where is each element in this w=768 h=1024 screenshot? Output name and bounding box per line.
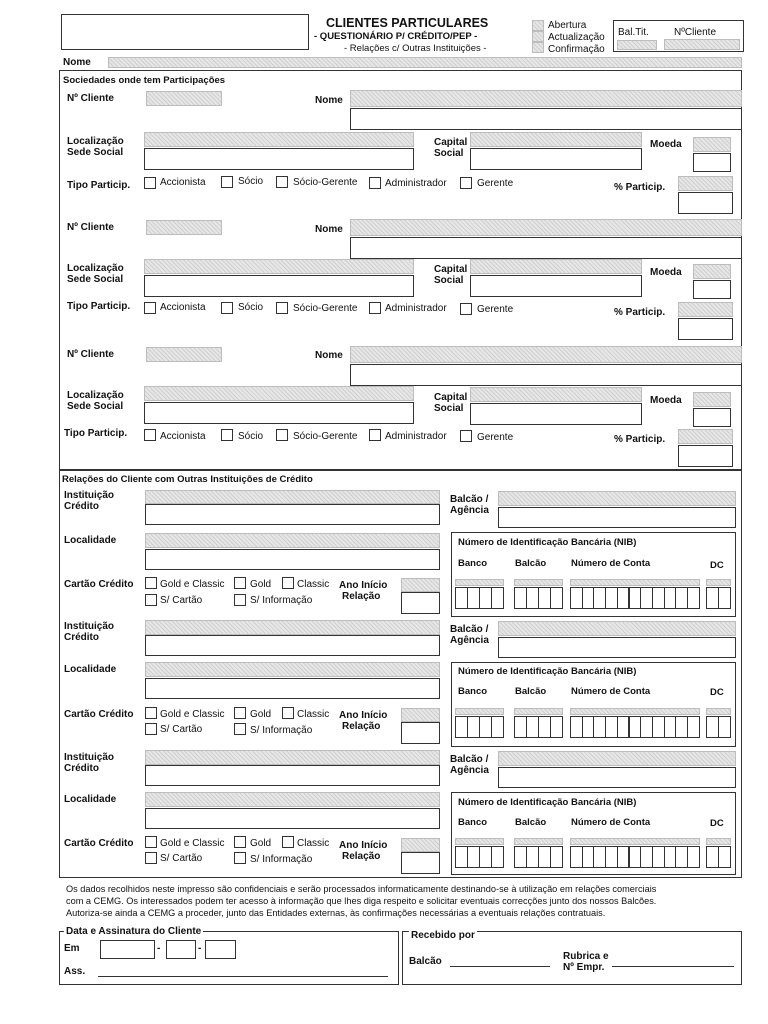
nib-dc-label: DC xyxy=(710,818,724,829)
type-socio-label: Sócio xyxy=(238,302,264,313)
type-accionista-label: Accionista xyxy=(160,177,206,188)
nib-bank-label: Banco xyxy=(458,558,488,569)
type-administrador-label: Administrador xyxy=(385,178,447,189)
nib-bank-label: Banco xyxy=(458,686,488,697)
company-name-input[interactable] xyxy=(350,364,742,386)
capital-input-top[interactable] xyxy=(470,387,642,402)
nib-account-label: Número de Conta xyxy=(571,817,651,828)
capital-label-2: Social xyxy=(434,275,464,286)
status-label-abertura: Abertura xyxy=(548,20,587,31)
rubrica-label-2: Nº Empr. xyxy=(563,962,605,973)
start-year-input[interactable] xyxy=(401,852,440,874)
type-label: Tipo Particip. xyxy=(67,301,131,312)
nib-digit-box[interactable] xyxy=(550,716,563,738)
card-no-card-label: S/ Cartão xyxy=(160,853,203,864)
nib-digit-box[interactable] xyxy=(718,716,731,738)
nib-group-shade xyxy=(455,708,504,715)
nib-group-shade xyxy=(514,838,563,845)
nib-digit-box[interactable] xyxy=(687,587,700,609)
type-socio-gerente-label: Sócio-Gerente xyxy=(293,177,358,188)
type-gerente-label: Gerente xyxy=(477,304,514,315)
capital-label: Capital xyxy=(434,137,468,148)
nib-group-shade xyxy=(706,838,731,845)
type-administrador-label: Administrador xyxy=(385,431,447,442)
capital-input-top[interactable] xyxy=(470,132,642,147)
nib-digit-box[interactable] xyxy=(491,846,504,868)
branch-label-2: Agência xyxy=(450,765,489,776)
card-gold-classic-checkbox[interactable] xyxy=(145,577,157,589)
type-socio-gerente-label: Sócio-Gerente xyxy=(293,431,358,442)
status-label-actualizacao: Actualização xyxy=(548,32,605,43)
date-dash-2: - xyxy=(198,943,202,954)
nib-dc-label: DC xyxy=(710,687,724,698)
nib-title: Número de Identificação Bancária (NIB) xyxy=(458,537,637,548)
form-subtitle-2: - Relações c/ Outras Instituições - xyxy=(344,43,487,54)
card-classic-checkbox[interactable] xyxy=(282,577,294,589)
nib-group-shade xyxy=(570,838,700,845)
start-year-label-2: Relação xyxy=(342,591,381,602)
nib-bank-label: Banco xyxy=(458,817,488,828)
card-no-info-checkbox[interactable] xyxy=(234,852,246,864)
nib-branch-label: Balcão xyxy=(515,817,547,828)
institution-input[interactable] xyxy=(145,504,440,525)
nib-branch-label: Balcão xyxy=(515,558,547,569)
type-socio-checkbox[interactable] xyxy=(221,302,233,314)
client-no-header-label: NºCliente xyxy=(674,27,717,38)
nib-group-shade xyxy=(570,579,700,586)
card-no-card-checkbox[interactable] xyxy=(145,852,157,864)
currency-input[interactable] xyxy=(693,153,731,172)
nib-digit-box[interactable] xyxy=(687,716,700,738)
capital-input[interactable] xyxy=(470,275,642,297)
card-gold-classic-label: Gold e Classic xyxy=(160,709,225,720)
institution-input[interactable] xyxy=(145,765,440,786)
capital-label: Capital xyxy=(434,264,468,275)
card-classic-label: Classic xyxy=(297,579,330,590)
branch-label: Balcão / xyxy=(450,624,489,635)
card-no-card-label: S/ Cartão xyxy=(160,724,203,735)
location-input-top[interactable] xyxy=(144,259,414,274)
nib-digit-box[interactable] xyxy=(550,587,563,609)
card-gold-checkbox[interactable] xyxy=(234,577,246,589)
nib-dc-label: DC xyxy=(710,560,724,571)
nib-digit-box[interactable] xyxy=(718,846,731,868)
currency-input-top[interactable] xyxy=(693,392,731,407)
branch-label-2: Agência xyxy=(450,635,489,646)
received-branch-label: Balcão xyxy=(409,956,442,967)
company-name-label: Nome xyxy=(315,350,343,361)
type-socio-checkbox[interactable] xyxy=(221,429,233,441)
card-classic-label: Classic xyxy=(297,709,330,720)
nib-digit-box[interactable] xyxy=(718,587,731,609)
capital-input[interactable] xyxy=(470,403,642,425)
nib-group-shade xyxy=(706,579,731,586)
header-logo-box xyxy=(61,14,309,50)
type-gerente-checkbox[interactable] xyxy=(460,303,472,315)
card-label: Cartão Crédito xyxy=(64,579,134,590)
card-no-info-checkbox[interactable] xyxy=(234,723,246,735)
received-by-title: Recebido por xyxy=(411,930,475,941)
nib-digit-box[interactable] xyxy=(491,716,504,738)
card-no-info-label: S/ Informação xyxy=(250,725,313,736)
type-label: Tipo Particip. xyxy=(64,428,128,439)
status-box-confirmacao[interactable] xyxy=(532,42,544,53)
status-box-abertura[interactable] xyxy=(532,20,544,31)
type-socio-gerente-checkbox[interactable] xyxy=(276,429,288,441)
nib-digit-box[interactable] xyxy=(491,587,504,609)
location-input-top[interactable] xyxy=(144,132,414,147)
signature-label: Ass. xyxy=(64,966,86,977)
branch-label: Balcão / xyxy=(450,494,489,505)
company-name-input-top[interactable] xyxy=(350,90,742,107)
form-subtitle: - QUESTIONÁRIO P/ CRÉDITO/PEP - xyxy=(314,31,478,42)
percent-label: % Particip. xyxy=(614,434,666,445)
currency-input-top[interactable] xyxy=(693,264,731,279)
start-year-input-top[interactable] xyxy=(401,838,440,852)
locality-input[interactable] xyxy=(145,678,440,699)
location-input[interactable] xyxy=(144,275,414,297)
start-year-label: Ano Início xyxy=(339,580,388,591)
relations-title: Relações do Cliente com Outras Instituições de Crédito xyxy=(62,474,313,485)
bal-tit-label: Bal.Tit. xyxy=(618,27,649,38)
participations-title: Sociedades onde tem Participações xyxy=(63,75,226,86)
date-em-label: Em xyxy=(64,943,80,954)
type-administrador-label: Administrador xyxy=(385,303,447,314)
institution-label-2: Crédito xyxy=(64,763,99,774)
capital-input-top[interactable] xyxy=(470,259,642,274)
company-name-input[interactable] xyxy=(350,108,742,130)
location-label-2: Sede Social xyxy=(67,401,124,412)
branch-label: Balcão / xyxy=(450,754,489,765)
company-client-no-label: Nº Cliente xyxy=(67,93,114,104)
locality-input[interactable] xyxy=(145,549,440,570)
disclaimer-line-2: com a CEMG. Os interessados podem ter acesso à informação que lhes diga respeito e solicitar eventuais correcções junto dos nossos Balcões. xyxy=(66,896,657,906)
capital-label-2: Social xyxy=(434,148,464,159)
type-administrador-checkbox[interactable] xyxy=(369,302,381,314)
date-signature-title: Data e Assinatura do Cliente xyxy=(66,926,202,937)
nib-account-label: Número de Conta xyxy=(571,558,651,569)
institution-label: Instituição xyxy=(64,752,115,763)
location-label: Localização xyxy=(67,136,124,147)
type-socio-checkbox[interactable] xyxy=(221,176,233,188)
nib-account-label: Número de Conta xyxy=(571,686,651,697)
location-label: Localização xyxy=(67,263,124,274)
disclaimer-line-3: Autoriza-se ainda a CEMG a proceder, junto das Entidades externas, às confirmações necessárias a eventuais relações contratuais. xyxy=(66,908,606,918)
institution-label-2: Crédito xyxy=(64,501,99,512)
locality-input-top[interactable] xyxy=(145,662,440,677)
company-client-no-label: Nº Cliente xyxy=(67,349,114,360)
type-label: Tipo Particip. xyxy=(67,180,131,191)
institution-label: Instituição xyxy=(64,490,115,501)
percent-input[interactable] xyxy=(678,445,733,467)
company-name-input-top[interactable] xyxy=(350,346,742,363)
branch-label-2: Agência xyxy=(450,505,489,516)
rubrica-line[interactable] xyxy=(612,966,734,967)
currency-input-top[interactable] xyxy=(693,137,731,152)
type-gerente-label: Gerente xyxy=(477,432,514,443)
nib-group-shade xyxy=(455,579,504,586)
capital-label: Capital xyxy=(434,392,468,403)
branch-input[interactable] xyxy=(498,507,736,528)
percent-input[interactable] xyxy=(678,318,733,340)
form-title: CLIENTES PARTICULARES xyxy=(326,16,489,30)
type-socio-gerente-checkbox[interactable] xyxy=(276,302,288,314)
nib-group-shade xyxy=(455,838,504,845)
location-label: Localização xyxy=(67,390,124,401)
nib-digit-box[interactable] xyxy=(687,846,700,868)
received-branch-line[interactable] xyxy=(450,966,550,967)
company-client-no-input[interactable] xyxy=(146,220,222,235)
percent-input-top[interactable] xyxy=(678,176,733,191)
card-classic-label: Classic xyxy=(297,838,330,849)
date-year-input[interactable] xyxy=(205,940,236,959)
percent-input-top[interactable] xyxy=(678,302,733,317)
status-label-confirmacao: Confirmação xyxy=(548,44,605,55)
locality-input-top[interactable] xyxy=(145,792,440,807)
locality-label: Localidade xyxy=(64,535,117,546)
card-gold-label: Gold xyxy=(250,709,272,720)
institution-input-top[interactable] xyxy=(145,750,440,765)
card-gold-classic-label: Gold e Classic xyxy=(160,838,225,849)
company-name-input-top[interactable] xyxy=(350,219,742,236)
card-gold-checkbox[interactable] xyxy=(234,707,246,719)
disclaimer-line-1: Os dados recolhidos neste impresso são confidenciais e serão processados informaticamente destinando-se à utilização em relações comerciais xyxy=(66,884,657,894)
card-gold-label: Gold xyxy=(250,579,272,590)
card-no-info-label: S/ Informação xyxy=(250,854,313,865)
percent-label: % Particip. xyxy=(614,307,666,318)
type-socio-gerente-checkbox[interactable] xyxy=(276,176,288,188)
card-no-card-checkbox[interactable] xyxy=(145,594,157,606)
company-name-input[interactable] xyxy=(350,237,742,259)
location-label-2: Sede Social xyxy=(67,147,124,158)
type-gerente-label: Gerente xyxy=(477,178,514,189)
card-gold-classic-checkbox[interactable] xyxy=(145,836,157,848)
type-gerente-checkbox[interactable] xyxy=(460,177,472,189)
date-day-input[interactable] xyxy=(100,940,155,959)
start-year-input[interactable] xyxy=(401,722,440,744)
card-classic-checkbox[interactable] xyxy=(282,707,294,719)
start-year-input[interactable] xyxy=(401,592,440,614)
start-year-input-top[interactable] xyxy=(401,708,440,722)
nib-group-shade xyxy=(706,708,731,715)
nib-group-shade xyxy=(514,708,563,715)
name-input[interactable] xyxy=(108,57,742,68)
locality-input[interactable] xyxy=(145,808,440,829)
branch-input-top[interactable] xyxy=(498,751,736,766)
nib-title: Número de Identificação Bancária (NIB) xyxy=(458,666,637,677)
company-client-no-input[interactable] xyxy=(146,91,222,106)
type-accionista-checkbox[interactable] xyxy=(144,429,156,441)
start-year-input-top[interactable] xyxy=(401,578,440,592)
nib-title: Número de Identificação Bancária (NIB) xyxy=(458,797,637,808)
type-socio-label: Sócio xyxy=(238,176,264,187)
card-no-info-label: S/ Informação xyxy=(250,595,313,606)
type-gerente-checkbox[interactable] xyxy=(460,430,472,442)
client-no-header-input[interactable] xyxy=(664,39,740,50)
currency-label: Moeda xyxy=(650,139,682,150)
branch-input[interactable] xyxy=(498,767,736,788)
location-label-2: Sede Social xyxy=(67,274,124,285)
bal-tit-input[interactable] xyxy=(617,40,657,50)
card-gold-checkbox[interactable] xyxy=(234,836,246,848)
nib-digit-box[interactable] xyxy=(550,846,563,868)
company-name-label: Nome xyxy=(315,95,343,106)
currency-label: Moeda xyxy=(650,395,682,406)
institution-label-2: Crédito xyxy=(64,632,99,643)
card-classic-checkbox[interactable] xyxy=(282,836,294,848)
capital-input[interactable] xyxy=(470,148,642,170)
location-input[interactable] xyxy=(144,402,414,424)
nib-group-shade xyxy=(514,579,563,586)
capital-label-2: Social xyxy=(434,403,464,414)
nib-group-shade xyxy=(570,708,700,715)
date-dash-1: - xyxy=(157,943,161,954)
name-label: Nome xyxy=(63,57,91,68)
percent-label: % Particip. xyxy=(614,182,666,193)
branch-input[interactable] xyxy=(498,637,736,658)
type-socio-label: Sócio xyxy=(238,431,264,442)
card-gold-label: Gold xyxy=(250,838,272,849)
institution-input[interactable] xyxy=(145,635,440,656)
company-client-no-input[interactable] xyxy=(146,347,222,362)
type-accionista-checkbox[interactable] xyxy=(144,177,156,189)
percent-input-top[interactable] xyxy=(678,429,733,444)
type-accionista-label: Accionista xyxy=(160,431,206,442)
card-no-card-label: S/ Cartão xyxy=(160,595,203,606)
start-year-label-2: Relação xyxy=(342,851,381,862)
signature-line[interactable] xyxy=(98,976,388,977)
type-administrador-checkbox[interactable] xyxy=(369,429,381,441)
rubrica-label: Rubrica e xyxy=(563,951,609,962)
location-input-top[interactable] xyxy=(144,386,414,401)
start-year-label-2: Relação xyxy=(342,721,381,732)
branch-input-top[interactable] xyxy=(498,491,736,506)
currency-label: Moeda xyxy=(650,267,682,278)
card-gold-classic-label: Gold e Classic xyxy=(160,579,225,590)
locality-label: Localidade xyxy=(64,794,117,805)
status-box-actualizacao[interactable] xyxy=(532,31,544,42)
card-no-card-checkbox[interactable] xyxy=(145,723,157,735)
locality-input-top[interactable] xyxy=(145,533,440,548)
nib-branch-label: Balcão xyxy=(515,686,547,697)
locality-label: Localidade xyxy=(64,664,117,675)
institution-input-top[interactable] xyxy=(145,620,440,635)
type-accionista-label: Accionista xyxy=(160,302,206,313)
type-accionista-checkbox[interactable] xyxy=(144,302,156,314)
start-year-label: Ano Início xyxy=(339,710,388,721)
type-administrador-checkbox[interactable] xyxy=(369,177,381,189)
card-label: Cartão Crédito xyxy=(64,709,134,720)
branch-input-top[interactable] xyxy=(498,621,736,636)
institution-input-top[interactable] xyxy=(145,490,440,504)
currency-input[interactable] xyxy=(693,408,731,427)
type-socio-gerente-label: Sócio-Gerente xyxy=(293,303,358,314)
card-no-info-checkbox[interactable] xyxy=(234,594,246,606)
date-month-input[interactable] xyxy=(166,940,196,959)
location-input[interactable] xyxy=(144,148,414,170)
card-gold-classic-checkbox[interactable] xyxy=(145,707,157,719)
company-client-no-label: Nº Cliente xyxy=(67,222,114,233)
percent-input[interactable] xyxy=(678,192,733,214)
start-year-label: Ano Início xyxy=(339,840,388,851)
company-name-label: Nome xyxy=(315,224,343,235)
institution-label: Instituição xyxy=(64,621,115,632)
currency-input[interactable] xyxy=(693,280,731,299)
card-label: Cartão Crédito xyxy=(64,838,134,849)
